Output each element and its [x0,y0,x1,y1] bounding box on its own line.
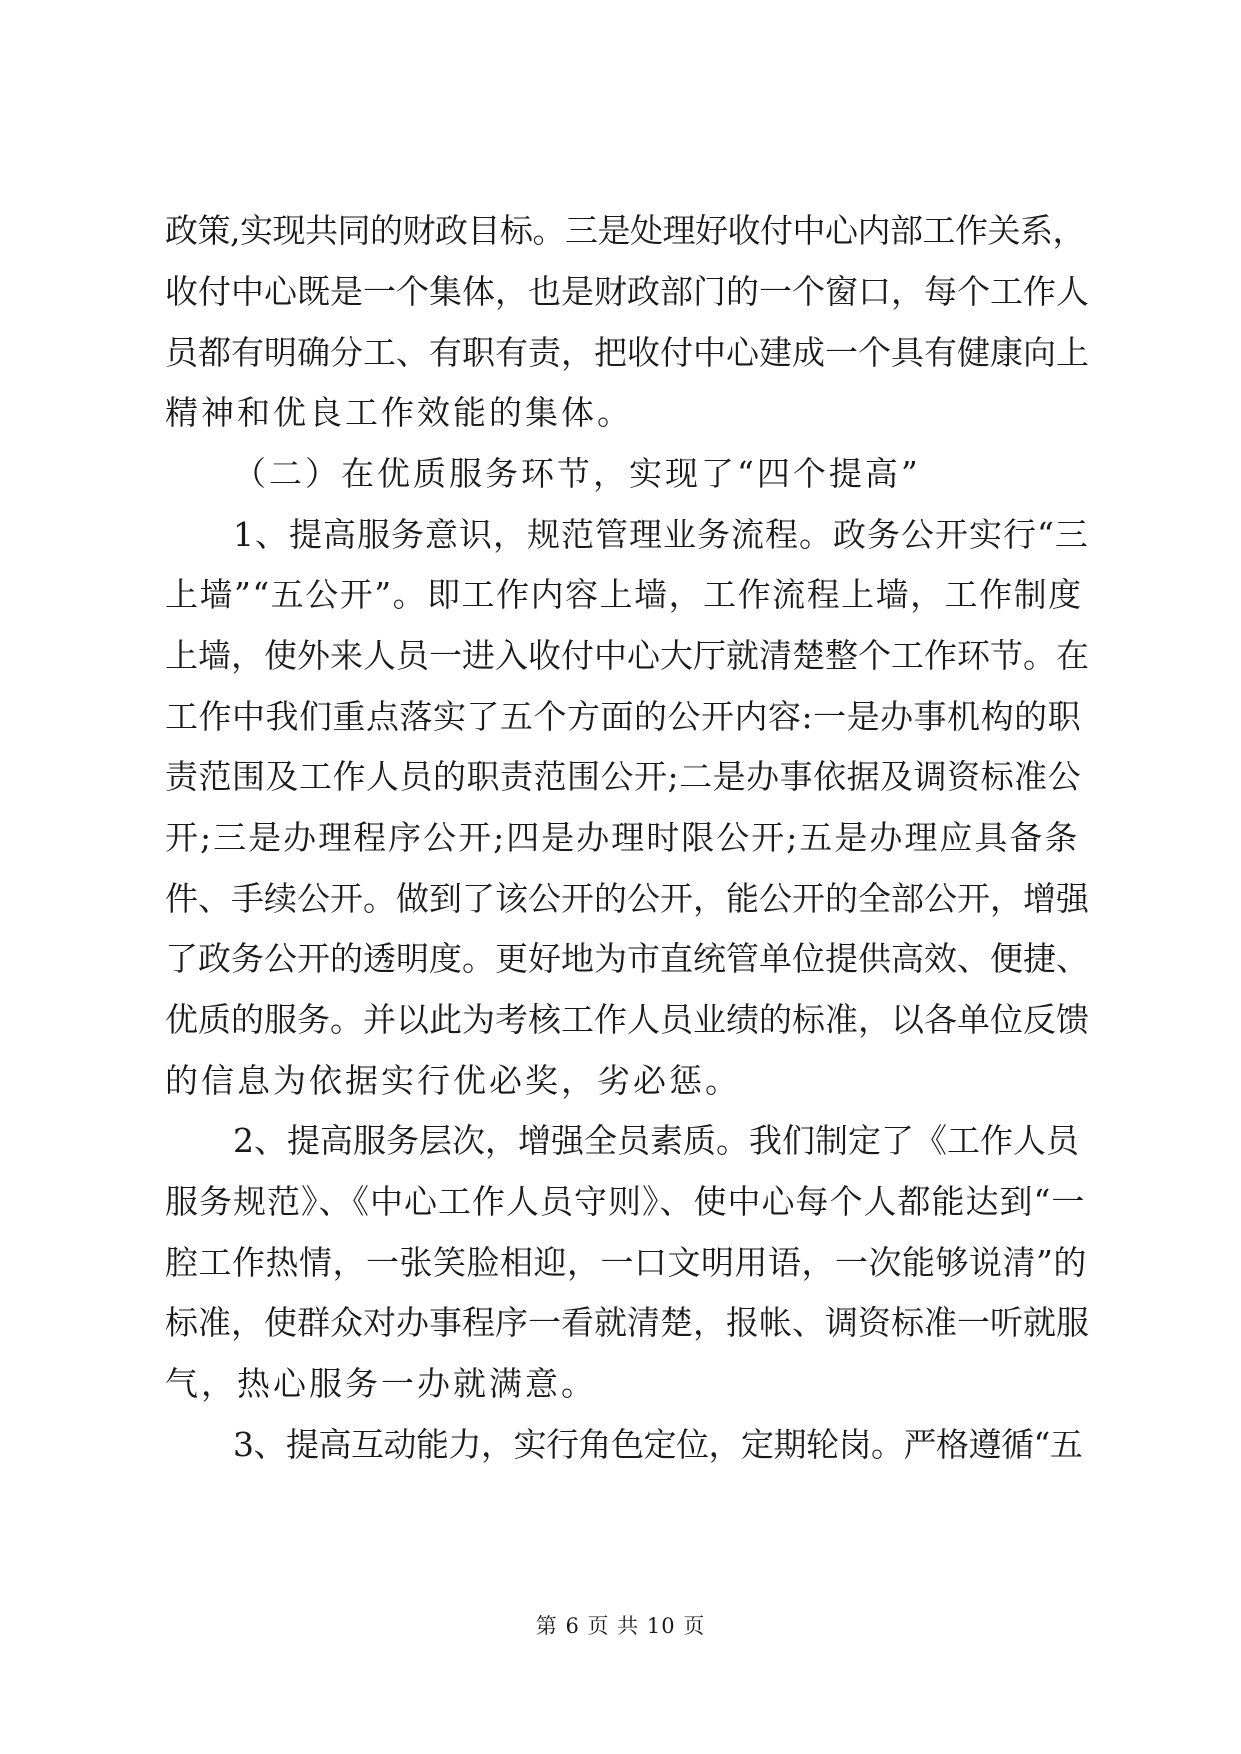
body-line: 气，热心服务一办就满意。 [165,1364,597,1403]
body-line: 开;三是办理程序公开;四是办理时限公开;五是办理应具备条 [165,818,1080,857]
body-line: 工作中我们重点落实了五个方面的公开内容:一是办事机构的职 [165,697,1082,736]
section-heading: （二）在优质服务环节，实现了“四个提高” [233,454,921,493]
body-line: 责范围及工作人员的职责范围公开;二是办事依据及调资标准公 [165,757,1082,796]
body-line: 腔工作热情，一张笑脸相迎，一口文明用语，一次能够说清”的 [165,1243,1087,1282]
body-line: 政策,实现共同的财政目标。三是处理好收付中心内部工作关系， [165,211,1085,250]
body-line: 服务规范》、《中心工作人员守则》、使中心每个人都能达到“一 [165,1182,1086,1221]
body-line: 精神和优良工作效能的集体。 [165,393,633,432]
body-line: 上墙，使外来人员一进入收付中心大厅就清楚整个工作环节。在 [165,636,1089,675]
body-line: 员都有明确分工、有职有责，把收付中心建成一个具有健康向上 [165,333,1089,372]
body-line: 标准，使群众对办事程序一看就清楚，报帐、调资标准一听就服 [165,1303,1089,1342]
body-line: 的信息为依据实行优必奖，劣必惩。 [165,1061,741,1100]
page-number-footer: 第 6 页 共 10 页 [535,1614,706,1638]
body-line: 收付中心既是一个集体，也是财政部门的一个窗口，每个工作人 [165,272,1089,311]
paragraph-first-line: 2、提高服务层次，增强全员素质。我们制定了《工作人员 [233,1121,1079,1160]
body-line: 了政务公开的透明度。更好地为市直统管单位提供高效、便捷、 [165,939,1089,978]
body-line: 件、手续公开。做到了该公开的公开，能公开的全部公开，增强 [165,879,1089,918]
body-line: 优质的服务。并以此为考核工作人员业绩的标准，以各单位反馈 [165,1000,1089,1039]
paragraph-first-line: 1、提高服务意识，规范管理业务流程。政务公开实行“三 [233,515,1089,554]
paragraph-first-line: 3、提高互动能力，实行角色定位，定期轮岗。严格遵循“五 [233,1425,1083,1464]
body-line: 上墙”“五公开”。即工作内容上墙，工作流程上墙，工作制度 [165,575,1083,614]
